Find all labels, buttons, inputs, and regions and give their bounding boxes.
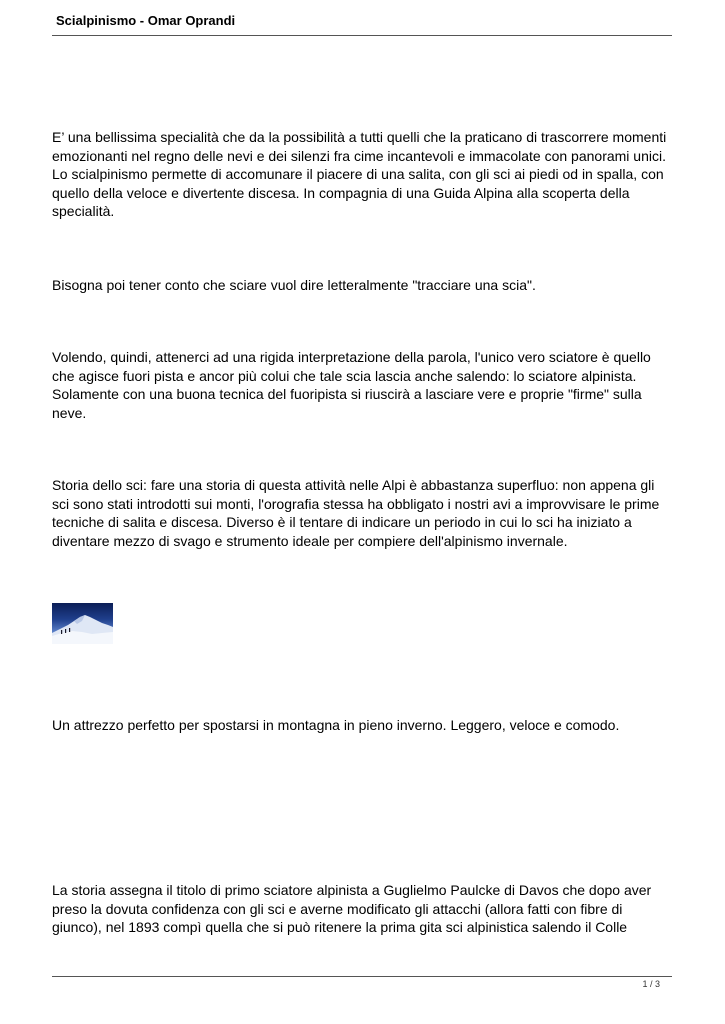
document-title: Scialpinismo - Omar Oprandi xyxy=(56,13,236,28)
page-number: 1 / 3 xyxy=(642,979,660,989)
footer-divider xyxy=(52,976,672,977)
paragraph-paulcke: La storia assegna il titolo di primo sciatore alpinista a Guglielmo Paulcke di Davos che dopo aver preso la dovuta confidenza con gli sci e averne modificato gli attacchi (allora fatti con fibre di giunco), nel 1893 compì quella che si può ritenere la prima gita sci alpinistica salendo il Colle xyxy=(52,882,652,935)
paragraph-interpretazione: Volendo, quindi, attenerci ad una rigida interpretazione della parola, l'unico vero sciatore è quello che agisce fuori pista e ancor più colui che tale scia lascia anche salendo: lo sciatore alpinista. Solamente con una buona tecnica del fuoripista si riuscirà a lasciare vere e proprie "firme" sulla neve. xyxy=(52,349,651,421)
paragraph-intro: E’ una bellissima specialità che da la possibilità a tutti quelli che la praticano di trascorrere momenti emozionanti nel regno delle nevi e dei silenzi fra cime incantevoli e immacolate con panorami unici. Lo scialpinismo permette di accomunare il piacere di una salita, con gli sci ai piedi od in spalla, con quello della veloce e divertente discesa. In compagnia di una Guida Alpina alla scoperta della specialità. xyxy=(52,129,667,219)
header-divider xyxy=(52,35,672,36)
paragraph-storia: Storia dello sci: fare una storia di questa attività nelle Alpi è abbastanza superfluo: non appena gli sci sono stati introdotti sui monti, l'orografia stessa ha obbligato i nostri avi a improvvisare le prime tecniche di salita e discesa. Diverso è il tentare di indicare un periodo in cui lo sci ha iniziato a diventare mezzo di svago e strumento ideale per compiere dell'alpinismo invernale. xyxy=(52,477,660,549)
paragraph-sciare: Bisogna poi tener conto che sciare vuol dire letteralmente "tracciare una scia". xyxy=(52,277,536,293)
ski-mountaineering-photo xyxy=(52,603,113,644)
paragraph-attrezzo: Un attrezzo perfetto per spostarsi in montagna in pieno inverno. Leggero, veloce e comodo. xyxy=(52,717,620,733)
